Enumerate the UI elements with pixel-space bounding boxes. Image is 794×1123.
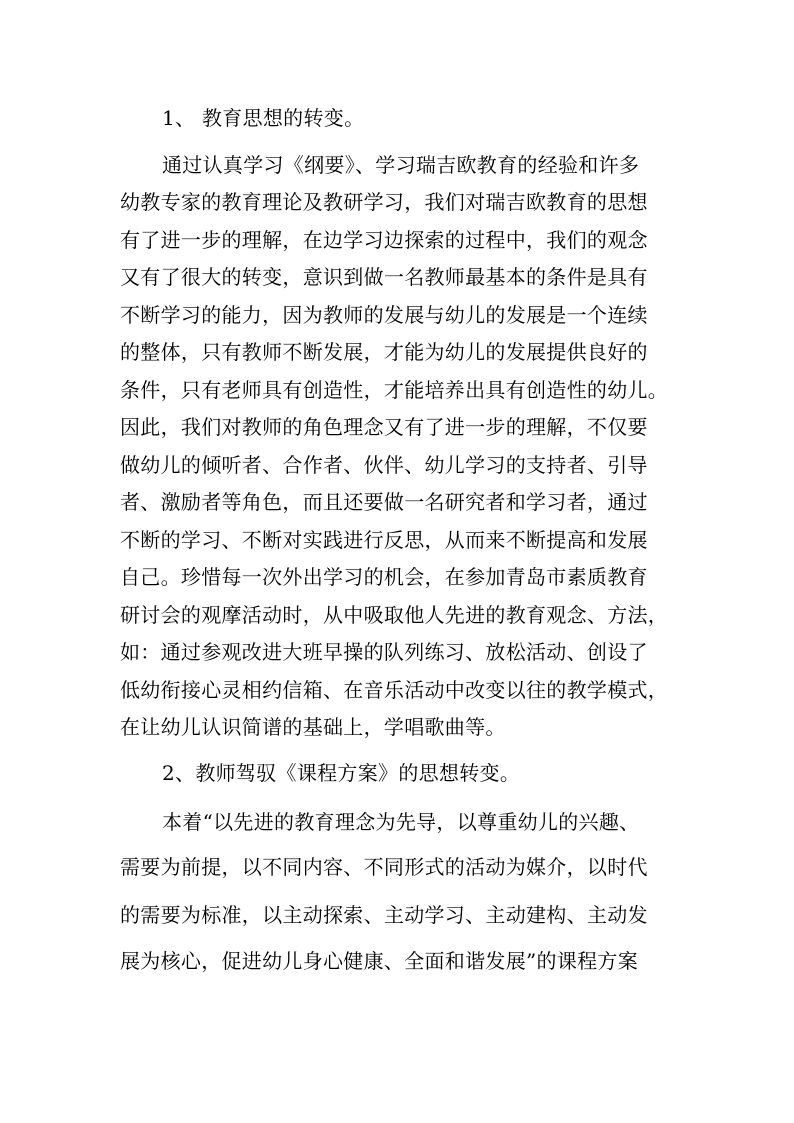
paragraph-line: 幼教专家的教育理论及教研学习，我们对瑞吉欧教育的思想 — [120, 190, 648, 214]
paragraph-line: 做幼儿的倾听者、合作者、伙伴、幼儿学习的支持者、引导 — [120, 453, 648, 477]
paragraph-line: 不断的学习、不断对实践进行反思，从而来不断提高和发展 — [120, 528, 648, 552]
paragraph-line: 展为核心，促进幼儿身心健康、全面和谐发展”的课程方案 — [120, 949, 639, 973]
paragraph-line: 需要为前提，以不同内容、不同形式的活动为媒介，以时代 — [120, 855, 648, 879]
paragraph-line: 因此，我们对教师的角色理念又有了进一步的理解，不仅要 — [120, 415, 648, 439]
paragraph-line: 有了进一步的理解，在边学习边探索的过程中，我们的观念 — [120, 228, 648, 252]
paragraph-line: 的需要为标准，以主动探索、主动学习、主动建构、主动发 — [120, 903, 648, 927]
paragraph-line: 者、激励者等角色，而且还要做一名研究者和学习者，通过 — [120, 490, 648, 514]
paragraph-line: 条件，只有老师具有创造性，才能培养出具有创造性的幼儿。 — [120, 378, 669, 402]
paragraph-line: 通过认真学习《纲要》、学习瑞吉欧教育的经验和许多 — [162, 153, 640, 177]
paragraph-line: 不断学习的能力，因为教师的发展与幼儿的发展是一个连续 — [120, 303, 648, 327]
section-heading: 2、教师驾驭《课程方案》的思想转变。 — [162, 761, 521, 785]
paragraph-line: 自己。珍惜每一次外出学习的机会，在参加青岛市素质教育 — [120, 565, 648, 589]
paragraph-line: 本着“以先进的教育理念为先导，以尊重幼儿的兴趣、 — [162, 810, 640, 834]
paragraph-line: 又有了很大的转变，意识到做一名教师最基本的条件是具有 — [120, 265, 648, 289]
paragraph-line: 研讨会的观摩活动时，从中吸取他人先进的教育观念、方法， — [120, 603, 669, 627]
section-heading: 1、 教育思想的转变。 — [162, 106, 365, 130]
paragraph-line: 如：通过参观改进大班早操的队列练习、放松活动、创设了 — [120, 640, 648, 664]
paragraph-line: 的整体，只有教师不断发展，才能为幼儿的发展提供良好的 — [120, 340, 648, 364]
paragraph-line: 低幼衔接心灵相约信箱、在音乐活动中改变以往的教学模式， — [120, 678, 669, 702]
paragraph-line: 在让幼儿认识简谱的基础上，学唱歌曲等。 — [120, 715, 506, 739]
